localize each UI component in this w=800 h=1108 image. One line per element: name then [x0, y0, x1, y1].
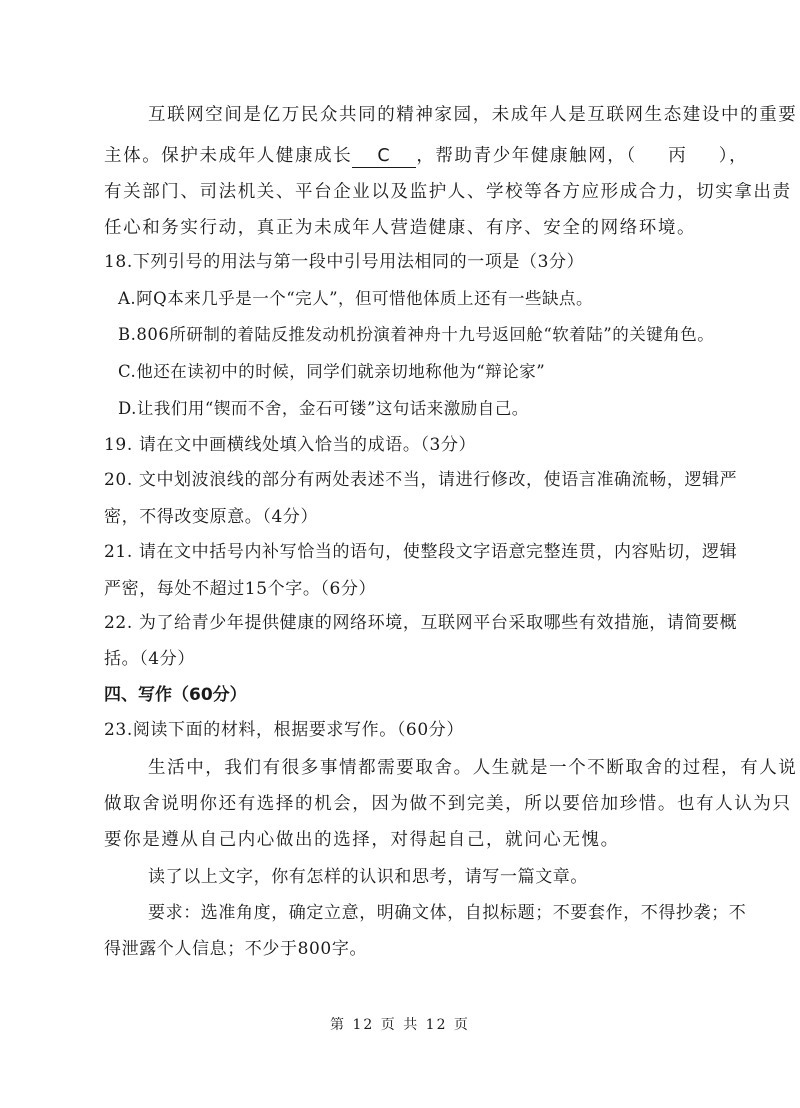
answer-blank: C: [352, 145, 416, 168]
question-19: 19. 请在文中画横线处填入恰当的成语。（3分）: [104, 435, 477, 455]
requirements-line-1: 要求：选准角度，确定立意，明确文体，自拟标题；不要套作，不得抄袭；不: [148, 903, 747, 923]
question-18-option-b: B.806所研制的着陆反推发动机扮演着神舟十九号返回舱“软着陆”的关键角色。: [118, 325, 715, 344]
question-21-line-2: 严密，每处不超过15个字。（6分）: [104, 579, 377, 599]
passage-line-4: 任心和务实行动，真正为未成年人营造健康、有序、安全的网络环境。: [104, 218, 697, 238]
material-line-2: 做取舍说明你还有选择的机会，因为做不到完美，所以要倍加珍惜。也有人认为只: [104, 794, 792, 814]
question-18-option-a: A.阿Q本来几乎是一个“完人”，但可惜他体质上还有一些缺点。: [118, 289, 594, 308]
passage-line-3: 有关部门、司法机关、平台企业以及监护人、学校等各方应形成合力，切实拿出责: [104, 182, 792, 202]
page-number: 第 12 页 共 12 页: [330, 1017, 470, 1033]
question-22-line-1: 22. 为了给青少年提供健康的网络环境，互联网平台采取哪些有效措施，请简要概: [104, 613, 738, 633]
material-line-3: 要你是遵从自己内心做出的选择，对得起自己，就问心无愧。: [104, 830, 620, 850]
question-21-line-1: 21. 请在文中括号内补写恰当的语句，使整段文字语意完整连贯，内容贴切，逻辑: [104, 542, 738, 562]
question-20-line-2: 密，不得改变原意。（4分）: [104, 507, 319, 527]
passage-line-2: [104, 145, 748, 168]
paren-answer: 丙: [668, 146, 688, 166]
writing-prompt: 读了以上文字，你有怎样的认识和思考，请写一篇文章。: [148, 867, 588, 887]
question-22-line-2: 括。（4分）: [104, 649, 195, 669]
question-23-stem: 23.阅读下面的材料，根据要求写作。（60分）: [104, 720, 464, 740]
passage-line-2-start: 主体。保护未成年人健康成长: [104, 146, 353, 166]
question-18-option-c: C.他还在读初中的时候，同学们就亲切地称他为“辩论家”: [118, 362, 546, 381]
question-18-option-d: D.让我们用“锲而不舍，金石可镂”这句话来激励自己。: [118, 399, 529, 418]
requirements-line-2: 得泄露个人信息；不少于800字。: [104, 939, 368, 959]
passage-line-2-middle: ，帮助青少年健康触网，（: [416, 146, 637, 166]
material-line-1: 生活中，我们有很多事情都需要取舍。人生就是一个不断取舍的过程，有人说: [148, 758, 798, 778]
section-4-heading: 四、写作（60分）: [104, 685, 247, 705]
question-20-line-1: 20. 文中划波浪线的部分有两处表述不当，请进行修改，使语言准确流畅，逻辑严: [104, 470, 738, 490]
passage-line-1: 互联网空间是亿万民众共同的精神家园，未成年人是互联网生态建设中的重要: [148, 105, 798, 125]
question-18-stem: 18.下列引号的用法与第一段中引号用法相同的一项是（3分）: [104, 252, 585, 272]
passage-line-2-end: ），: [718, 146, 749, 166]
